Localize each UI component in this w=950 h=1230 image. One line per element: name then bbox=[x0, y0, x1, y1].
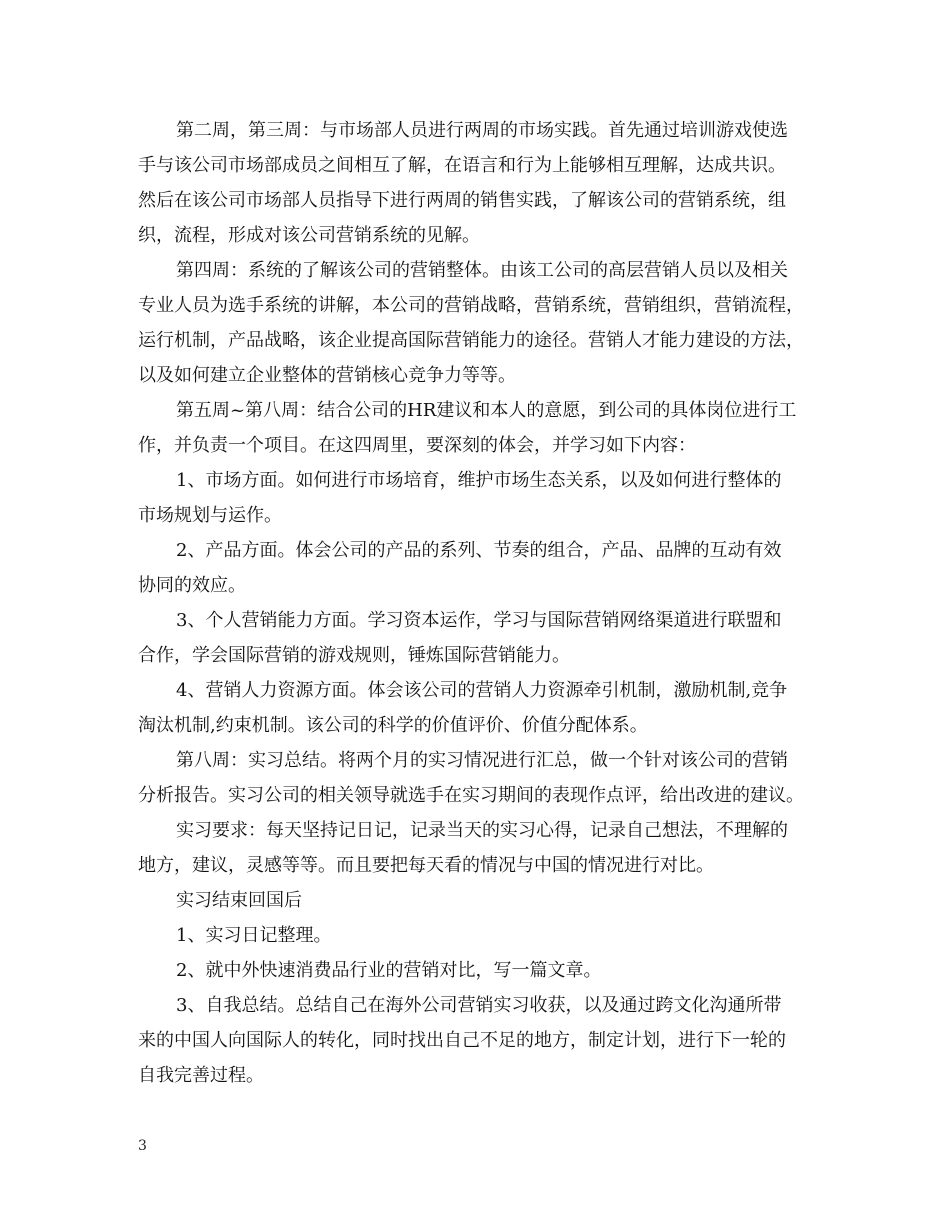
list-item-line: 1、实习日记整理。 bbox=[176, 925, 332, 946]
list-item-line: 2、产品方面。体会公司的产品的系列、节奏的组合，产品、品牌的互动有效 bbox=[176, 540, 782, 561]
paragraph-line: 以及如何建立企业整体的营销核心竞争力等等。 bbox=[138, 365, 516, 386]
paragraph-line: 第五周~第八周：结合公司的HR建议和本人的意愿，到公司的具体岗位进行工 bbox=[176, 400, 797, 421]
list-item-line: 3、个人营销能力方面。学习资本运作，学习与国际营销网络渠道进行联盟和 bbox=[176, 610, 782, 631]
paragraph-line: 第二周，第三周：与市场部人员进行两周的市场实践。首先通过培训游戏使选 bbox=[176, 120, 788, 141]
paragraph-line: 织，流程，形成对该公司营销系统的见解。 bbox=[138, 225, 480, 246]
paragraph-line: 实习结束回国后 bbox=[176, 890, 302, 911]
list-item-line: 3、自我总结。总结自己在海外公司营销实习收获，以及通过跨文化沟通所带 bbox=[176, 995, 782, 1016]
paragraph-line: 专业人员为选手系统的讲解，本公司的营销战略，营销系统，营销组织，营销流程， bbox=[138, 295, 804, 316]
paragraph-line: 分析报告。实习公司的相关领导就选手在实习期间的表现作点评，给出改进的建议。 bbox=[138, 785, 804, 806]
list-item-line: 自我完善过程。 bbox=[138, 1065, 264, 1086]
paragraph-line: 第八周：实习总结。将两个月的实习情况进行汇总，做一个针对该公司的营销 bbox=[176, 750, 788, 771]
list-item-line: 淘汰机制,约束机制。该公司的科学的价值评价、价值分配体系。 bbox=[138, 715, 648, 736]
list-item-line: 协同的效应。 bbox=[138, 575, 246, 596]
list-item-line: 2、就中外快速消费品行业的营销对比，写一篇文章。 bbox=[176, 960, 602, 981]
page-number: 3 bbox=[138, 1138, 147, 1154]
paragraph-line: 作，并负责一个项目。在这四周里，要深刻的体会，并学习如下内容： bbox=[138, 435, 696, 456]
paragraph-line: 地方，建议，灵感等等。而且要把每天看的情况与中国的情况进行对比。 bbox=[138, 855, 714, 876]
list-item-line: 合作，学会国际营销的游戏规则，锤炼国际营销能力。 bbox=[138, 645, 570, 666]
paragraph-line: 然后在该公司市场部人员指导下进行两周的销售实践，了解该公司的营销系统，组 bbox=[138, 190, 786, 211]
paragraph-line: 运行机制，产品战略，该企业提高国际营销能力的途径。营销人才能力建设的方法， bbox=[138, 330, 804, 351]
paragraph-line: 第四周：系统的了解该公司的营销整体。由该工公司的高层营销人员以及相关 bbox=[176, 260, 788, 281]
list-item-line: 来的中国人向国际人的转化，同时找出自己不足的地方，制定计划，进行下一轮的 bbox=[138, 1030, 786, 1051]
list-item-line: 4、营销人力资源方面。体会该公司的营销人力资源牵引机制，激励机制,竞争 bbox=[176, 680, 788, 701]
list-item-line: 市场规划与运作。 bbox=[138, 505, 282, 526]
list-item-line: 1、市场方面。如何进行市场培育，维护市场生态关系，以及如何进行整体的 bbox=[176, 470, 782, 491]
paragraph-line: 手与该公司市场部成员之间相互了解，在语言和行为上能够相互理解，达成共识。 bbox=[138, 155, 786, 176]
paragraph-line: 实习要求：每天坚持记日记，记录当天的实习心得，记录自己想法，不理解的 bbox=[176, 820, 788, 841]
